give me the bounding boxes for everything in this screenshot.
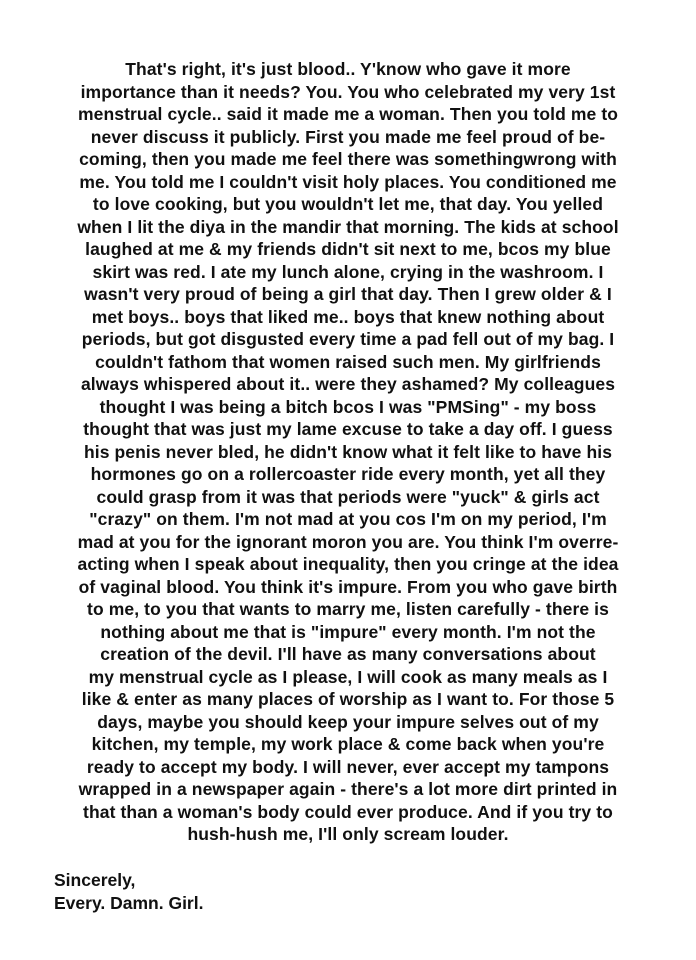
letter-line: importance than it needs? You. You who celebrated my very 1st xyxy=(80,81,616,102)
letter-line: menstrual cycle.. said it made me a woman. Then you told me to xyxy=(77,104,619,124)
letter-line: kitchen, my temple, my work place & come back when you're xyxy=(91,734,605,754)
letter-line: laughed at me & my friends didn't sit next to me, bcos my blue xyxy=(85,239,611,259)
letter-line: his penis never bled, he didn't know what it felt like to have his xyxy=(83,441,613,462)
letter-line: thought that was just my lame excuse to take a day off. I guess xyxy=(83,419,613,439)
letter-line: thought I was being a bitch bcos I was "PMSing" - my boss xyxy=(99,396,597,417)
letter-line: never discuss it publicly. First you made me feel proud of be- xyxy=(90,126,606,147)
letter-line: hormones go on a rollercoaster ride every month, yet all they xyxy=(90,464,606,484)
letter-line: wasn't very proud of being a girl that day. Then I grew older & I xyxy=(84,284,612,304)
letter-line: mad at you for the ignorant moron you are. You think I'm overre- xyxy=(77,531,619,552)
letter-line: like & enter as many places of worship as I want to. For those 5 xyxy=(81,689,615,709)
letter-line: met boys.. boys that liked me.. boys that knew nothing about xyxy=(91,306,605,327)
letter-line: nothing about me that is "impure" every month. I'm not the xyxy=(100,621,596,642)
signature-text: Every. Damn. Girl. xyxy=(54,892,204,913)
letter-body xyxy=(40,58,656,846)
letter-line: days, maybe you should keep your impure selves out of my xyxy=(97,711,599,732)
letter-line: coming, then you made me feel there was somethingwrong with xyxy=(79,149,617,169)
closing-text: Sincerely, xyxy=(54,870,136,890)
letter-line: acting when I speak about inequality, then you cringe at the idea xyxy=(77,554,619,574)
letter-line: my menstrual cycle as I please, I will cook as many meals as I xyxy=(88,666,608,687)
letter-line: creation of the devil. I'll have as many conversations about xyxy=(100,644,596,664)
letter-line: could grasp from it was that periods were "yuck" & girls act xyxy=(96,486,600,507)
letter-line: couldn't fathom that women raised such men. My girlfriends xyxy=(95,351,601,372)
letter-line: wrapped in a newspaper again - there's a lot more dirt printed in xyxy=(78,779,618,799)
letter-line: that than a woman's body could ever produce. And if you try to xyxy=(83,801,613,822)
letter-signoff xyxy=(54,869,203,914)
letter-line: skirt was red. I ate my lunch alone, crying in the washroom. I xyxy=(92,261,604,282)
letter-line: That's right, it's just blood.. Y'know who gave it more xyxy=(125,59,571,79)
letter-line: to me, to you that wants to marry me, listen carefully - there is xyxy=(87,599,609,619)
letter-line: periods, but got disgusted every time a pad fell out of my bag. I xyxy=(81,329,615,349)
letter-line: of vaginal blood. You think it's impure. From you who gave birth xyxy=(78,576,618,597)
letter-line: me. You told me I couldn't visit holy places. You conditioned me xyxy=(79,171,617,192)
letter-line: when I lit the diya in the mandir that morning. The kids at school xyxy=(77,216,619,237)
letter-line: hush-hush me, I'll only scream louder. xyxy=(187,824,509,844)
letter-line: to love cooking, but you wouldn't let me, that day. You yelled xyxy=(92,194,604,214)
letter-line: ready to accept my body. I will never, ever accept my tampons xyxy=(86,756,610,777)
letter-line: "crazy" on them. I'm not mad at you cos I'm on my period, I'm xyxy=(89,509,607,529)
letter-line: always whispered about it.. were they ashamed? My colleagues xyxy=(80,374,616,394)
